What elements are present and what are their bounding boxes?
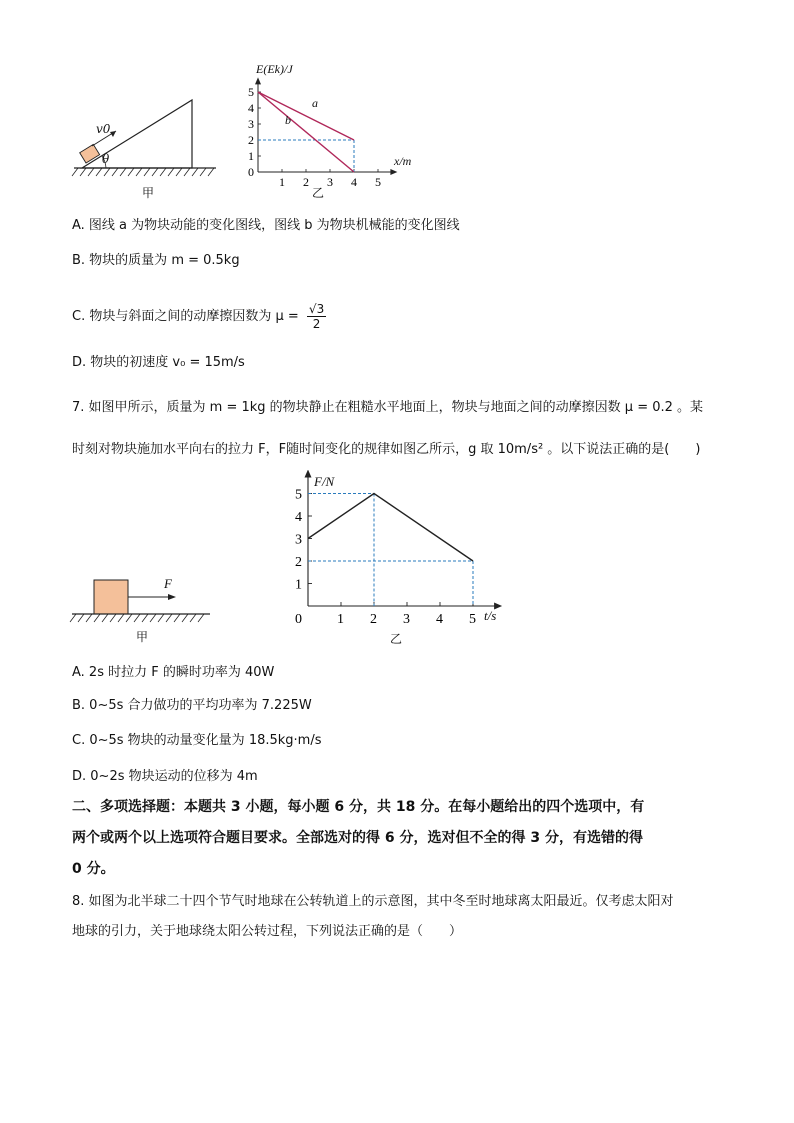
fraction-numerator: √3 <box>308 302 325 316</box>
x-tick-label: 1 <box>337 612 344 627</box>
q8-stem-line2: 地球的引力，关于地球绕太阳公转过程，下列说法正确的是（ ） <box>72 924 463 939</box>
chart1-x-axis-label: x/m <box>394 154 412 168</box>
section-2-heading-line2: 两个或两个以上选项符合题目要求。全部选对的得 6 分，选对但不全的得 3 分，有选错的得 <box>72 830 643 846</box>
chart2-y-axis-label: F/N <box>314 474 335 489</box>
series-line-F <box>308 494 473 562</box>
y-tick-label: 2 <box>295 555 302 570</box>
y-tick-label: 1 <box>248 149 254 163</box>
x-tick-label: 2 <box>303 175 309 189</box>
x-tick-label: 0 <box>295 612 302 627</box>
figure-2-left-caption: 甲 <box>136 630 149 644</box>
q6-option-b[interactable]: B. 物块的质量为 m = 0.5kg <box>72 253 240 268</box>
v0-label: v0 <box>96 122 111 136</box>
force-time-chart <box>290 470 520 630</box>
x-axis-arrow <box>390 169 397 175</box>
q7-option-d[interactable]: D. 0~2s 物块运动的位移为 4m <box>72 769 258 784</box>
block-diagram <box>60 560 220 630</box>
fraction-denominator: 2 <box>312 317 321 331</box>
y-tick-label: 3 <box>248 117 254 131</box>
q7-option-b[interactable]: B. 0~5s 合力做功的平均功率为 7.225W <box>72 698 312 713</box>
x-tick-label: 4 <box>436 612 443 627</box>
chart2-x-axis-label: t/s <box>484 608 497 623</box>
y-tick-label: 1 <box>295 577 302 593</box>
y-tick-label: 0 <box>248 165 254 179</box>
force-label: F <box>164 576 172 591</box>
figure-1 <box>60 60 420 210</box>
figure-1-left-caption: 甲 <box>142 186 155 200</box>
fraction <box>307 302 326 331</box>
section-2-heading-line1: 二、多项选择题：本题共 3 小题，每小题 6 分，共 18 分。在每小题给出的四个选项中，有 <box>72 799 645 815</box>
energy-chart <box>240 60 420 200</box>
theta-label: θ <box>102 152 110 166</box>
x-tick-label: 5 <box>469 612 476 627</box>
y-tick-label: 5 <box>295 487 302 503</box>
figure-2 <box>60 470 520 650</box>
y-tick-label: 4 <box>248 101 254 115</box>
y-axis-arrow <box>305 470 312 478</box>
x-tick-label: 3 <box>327 175 333 189</box>
q7-option-a[interactable]: A. 2s 时拉力 F 的瞬时功率为 40W <box>72 665 275 680</box>
q7-option-c[interactable]: C. 0~5s 物块的动量变化量为 18.5kg·m/s <box>72 733 322 748</box>
q6-option-c-prefix: C. 物块与斜面之间的动摩擦因数为 μ = <box>72 309 299 324</box>
series-line-b <box>258 92 354 172</box>
y-tick-label: 3 <box>295 532 302 548</box>
q7-stem-line1: 7. 如图甲所示，质量为 m = 1kg 的物块静止在粗糙水平地面上，物块与地面之间的动摩擦因数 μ = 0.2 。某 <box>72 400 704 415</box>
line-b-label: b <box>285 113 291 127</box>
x-tick-label: 1 <box>279 175 285 189</box>
line-a-label: a <box>312 96 318 110</box>
q6-option-a[interactable]: A. 图线 a 为物块动能的变化图线，图线 b 为物块机械能的变化图线 <box>72 218 460 233</box>
y-tick-label: 5 <box>248 85 254 99</box>
x-tick-label: 5 <box>375 175 381 189</box>
q7-stem-line2: 时刻对物块施加水平向右的拉力 F，F随时间变化的规律如图乙所示，g 取 10m/s² 。以下说法正确的是( ) <box>72 442 701 457</box>
y-tick-label: 2 <box>248 133 254 147</box>
q8-stem-line1: 8. 如图为北半球二十四个节气时地球在公转轨道上的示意图，其中冬至时地球离太阳最近。仅考虑太阳对 <box>72 894 674 909</box>
x-tick-label: 4 <box>351 175 357 189</box>
x-tick-label: 3 <box>403 612 410 627</box>
section-2-heading-line3: 0 分。 <box>72 861 115 877</box>
y-tick-label: 4 <box>295 510 302 525</box>
chart1-y-axis-label: E(Ek)/J <box>256 62 293 76</box>
x-tick-label: 2 <box>370 612 377 627</box>
q6-option-c[interactable] <box>72 302 326 331</box>
q6-option-d[interactable]: D. 物块的初速度 v₀ = 15m/s <box>72 355 245 370</box>
figure-2-right-caption: 乙 <box>390 632 403 646</box>
figure-1-right-caption: 乙 <box>312 186 325 200</box>
y-axis-arrow <box>255 77 261 84</box>
